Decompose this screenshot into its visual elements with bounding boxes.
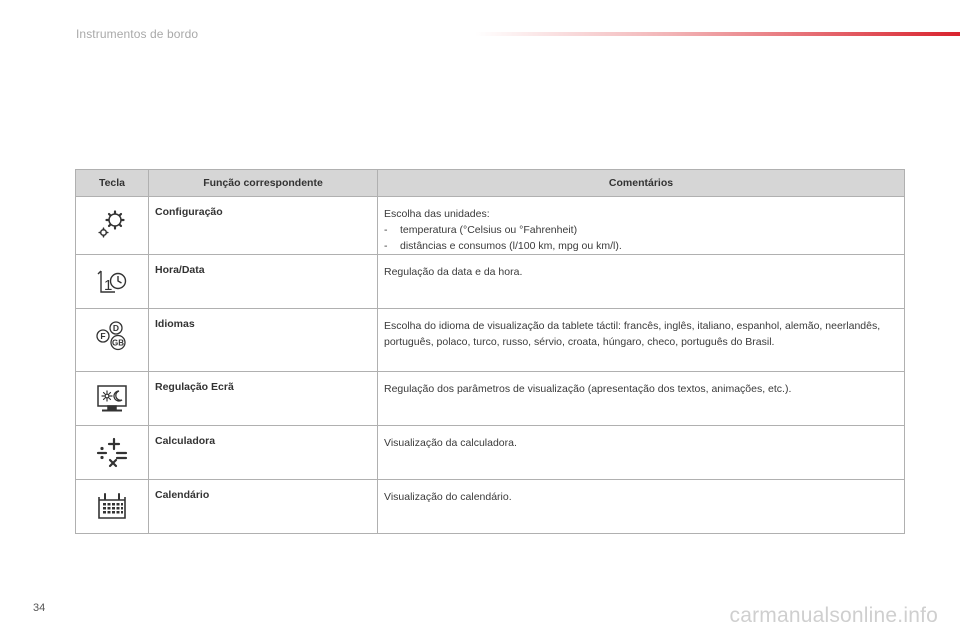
calendar-icon xyxy=(95,491,129,523)
header-accent-bar xyxy=(475,32,960,36)
calculator-icon xyxy=(95,437,129,471)
function-comment: Regulação da data e da hora. xyxy=(378,255,905,309)
function-name: Idiomas xyxy=(149,309,378,372)
function-name: Hora/Data xyxy=(149,255,378,309)
column-header-key: Tecla xyxy=(76,170,149,197)
function-name: Calendário xyxy=(149,480,378,534)
table-row xyxy=(76,426,905,480)
function-name: Calculadora xyxy=(149,426,378,480)
function-comment: Visualização da calculadora. xyxy=(378,426,905,480)
page-section-title: Instrumentos de bordo xyxy=(76,27,199,41)
calendar-day-digit: 1 xyxy=(104,277,113,294)
key-cell xyxy=(76,480,149,534)
comment-text: Escolha das unidades: xyxy=(384,208,490,220)
list-item-text: temperatura (°Celsius ou °Fahrenheit) xyxy=(400,224,578,236)
key-cell xyxy=(76,426,149,480)
table-row xyxy=(76,480,905,534)
language-letter: GB xyxy=(112,338,124,348)
list-item: - distâncias e consumos (l/100 km, mpg ou km/l). xyxy=(384,240,622,252)
key-cell xyxy=(76,197,149,255)
table-row xyxy=(76,197,905,255)
language-letter: F xyxy=(100,331,106,341)
gear-settings-icon xyxy=(96,208,128,240)
table-header-row xyxy=(76,170,905,197)
table-row xyxy=(76,309,905,372)
screen-brightness-icon xyxy=(95,383,129,415)
language-letter: D xyxy=(112,323,120,333)
functions-table xyxy=(75,169,905,534)
column-header-function: Função correspondente xyxy=(149,170,378,197)
table-row xyxy=(76,255,905,309)
key-cell xyxy=(76,255,149,309)
column-header-comments: Comentários xyxy=(378,170,905,197)
function-comment: Regulação dos parâmetros de visualização (apresentação dos textos, animações, etc.). xyxy=(378,372,905,426)
language-icon xyxy=(92,320,132,352)
function-comment: Escolha do idioma de visualização da tablete táctil: francês, inglês, italiano, espanhol, alemão, neerlandês, português, polaco, turco, russo, sérvio, croata, húngaro, checo, português do Brasil. xyxy=(378,309,905,372)
page-number: 34 xyxy=(33,602,46,614)
function-comment: Visualização do calendário. xyxy=(378,480,905,534)
list-item-text: distâncias e consumos (l/100 km, mpg ou km/l). xyxy=(400,240,622,252)
key-cell xyxy=(76,372,149,426)
calendar-clock-icon xyxy=(95,266,129,296)
function-name: Regulação Ecrã xyxy=(149,372,378,426)
function-name: Configuração xyxy=(149,197,378,255)
list-item: - temperatura (°Celsius ou °Fahrenheit) xyxy=(384,224,578,236)
key-cell xyxy=(76,309,149,372)
table-row xyxy=(76,372,905,426)
function-comment xyxy=(378,197,905,255)
watermark: carmanualsonline.info xyxy=(729,604,938,627)
